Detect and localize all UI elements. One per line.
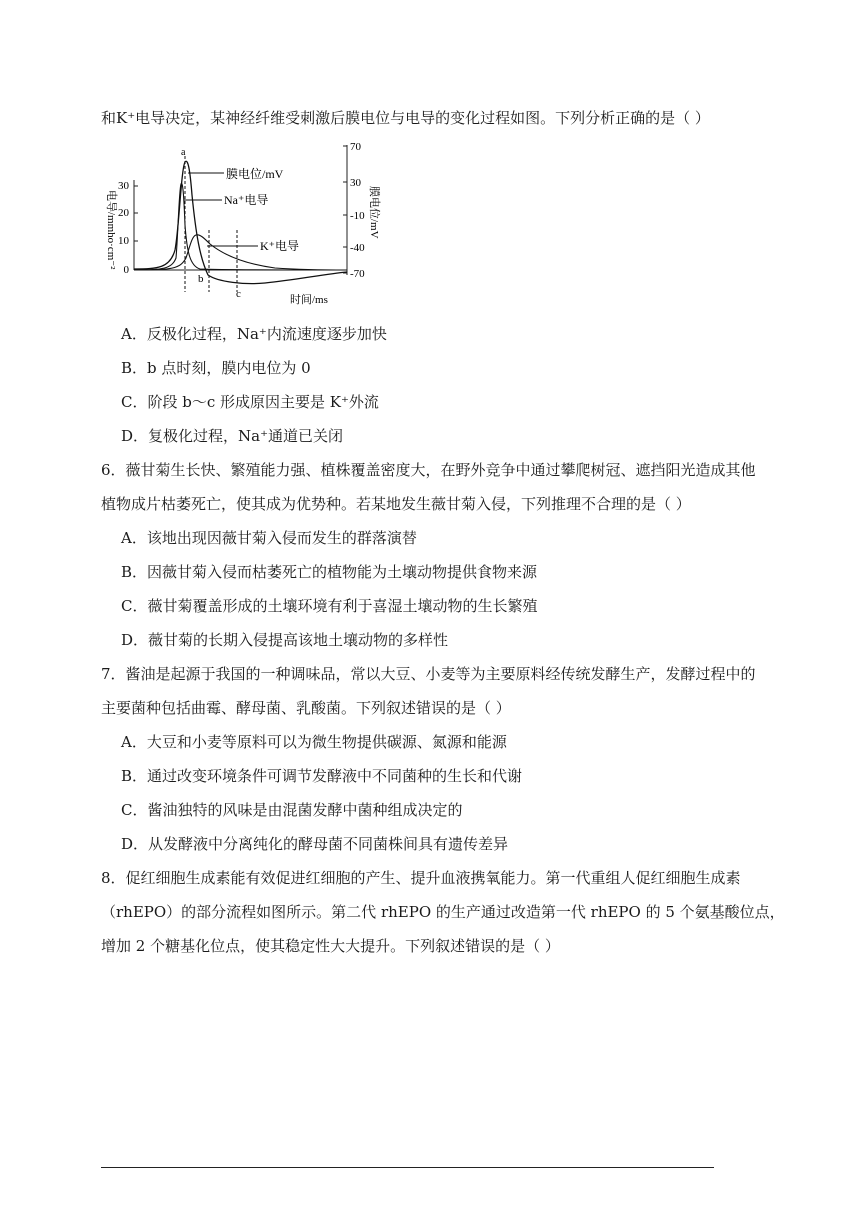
point-a-label: a (181, 147, 186, 158)
q8-stem-line-1: 8．促红细胞生成素能有效促进红细胞的产生、提升血液携氧能力。第一代重组人促红细胞生成素 (101, 869, 741, 887)
question-5-stem-tail: 和K⁺电导决定，某神经纤维受刺激后膜电位与电导的变化过程如图。下列分析正确的是（ ） (101, 109, 710, 127)
action-potential-figure (100, 140, 420, 320)
x-axis-label: 时间/ms (290, 294, 328, 306)
q6-option-c: C．薇甘菊覆盖形成的土壤环境有利于喜湿土壤动物的生长繁殖 (121, 597, 538, 615)
q7-option-a: A．大豆和小麦等原料可以为微生物提供碳源、氮源和能源 (121, 733, 507, 751)
q5-option-a: A．反极化过程，Na⁺内流速度逐步加快 (121, 325, 387, 343)
point-c-label: c (236, 288, 241, 300)
point-b-label: b (198, 273, 204, 285)
q7-option-c: C．酱油独特的风味是由混菌发酵中菌种组成决定的 (121, 801, 463, 819)
figure-svg (100, 140, 420, 320)
right-tick-30: 30 (350, 177, 361, 189)
right-tick-70: 70 (350, 141, 361, 153)
left-tick-20: 20 (118, 207, 129, 219)
q6-option-a: A．该地出现因薇甘菊入侵而发生的群落演替 (121, 529, 417, 547)
left-axis-label: 电导/mmho·cm⁻² (105, 190, 117, 270)
q5-option-b: B．b 点时刻，膜内电位为 0 (121, 359, 311, 377)
q5-option-c: C．阶段 b～c 形成原因主要是 K⁺外流 (121, 393, 379, 411)
q8-stem-line-3: 增加 2 个糖基化位点，使其稳定性大大提升。下列叙述错误的是（ ） (101, 937, 560, 955)
left-tick-0: 0 (123, 264, 129, 276)
left-tick-30: 30 (118, 180, 129, 192)
q7-option-d: D．从发酵液中分离纯化的酵母菌不同菌株间具有遗传差异 (121, 835, 509, 853)
q6-stem-line-1: 6．薇甘菊生长快、繁殖能力强、植株覆盖密度大，在野外竞争中通过攀爬树冠、遮挡阳光造成其他 (101, 461, 756, 479)
q7-option-b: B．通过改变环境条件可调节发酵液中不同菌种的生长和代谢 (121, 767, 523, 785)
na-curve-label: Na⁺电导 (224, 193, 269, 207)
k-curve-label: K⁺电导 (260, 239, 300, 253)
right-tick-neg10: -10 (350, 210, 365, 222)
right-tick-neg40: -40 (350, 242, 365, 254)
membrane-curve-label: 膜电位/mV (226, 167, 284, 181)
q6-option-d: D．薇甘菊的长期入侵提高该地土壤动物的多样性 (121, 631, 449, 649)
left-tick-10: 10 (118, 235, 129, 247)
q7-stem-line-2: 主要菌种包括曲霉、酵母菌、乳酸菌。下列叙述错误的是（ ） (101, 699, 511, 717)
q5-option-d: D．复极化过程，Na⁺通道已关闭 (121, 427, 344, 445)
right-tick-neg70: -70 (350, 268, 365, 280)
q7-stem-line-1: 7．酱油是起源于我国的一种调味品，常以大豆、小麦等为主要原料经传统发酵生产，发酵过程中的 (101, 665, 756, 683)
q6-option-b: B．因薇甘菊入侵而枯萎死亡的植物能为土壤动物提供食物来源 (121, 563, 538, 581)
q8-stem-line-2: （rhEPO）的部分流程如图所示。第二代 rhEPO 的生产通过改造第一代 rhEPO 的 5 个氨基酸位点， (101, 903, 785, 921)
right-axis-label: 膜电位/mV (368, 186, 380, 239)
footer-rule (101, 1167, 714, 1168)
q6-stem-line-2: 植物成片枯萎死亡，使其成为优势种。若某地发生薇甘菊入侵，下列推理不合理的是（ ） (101, 495, 691, 513)
